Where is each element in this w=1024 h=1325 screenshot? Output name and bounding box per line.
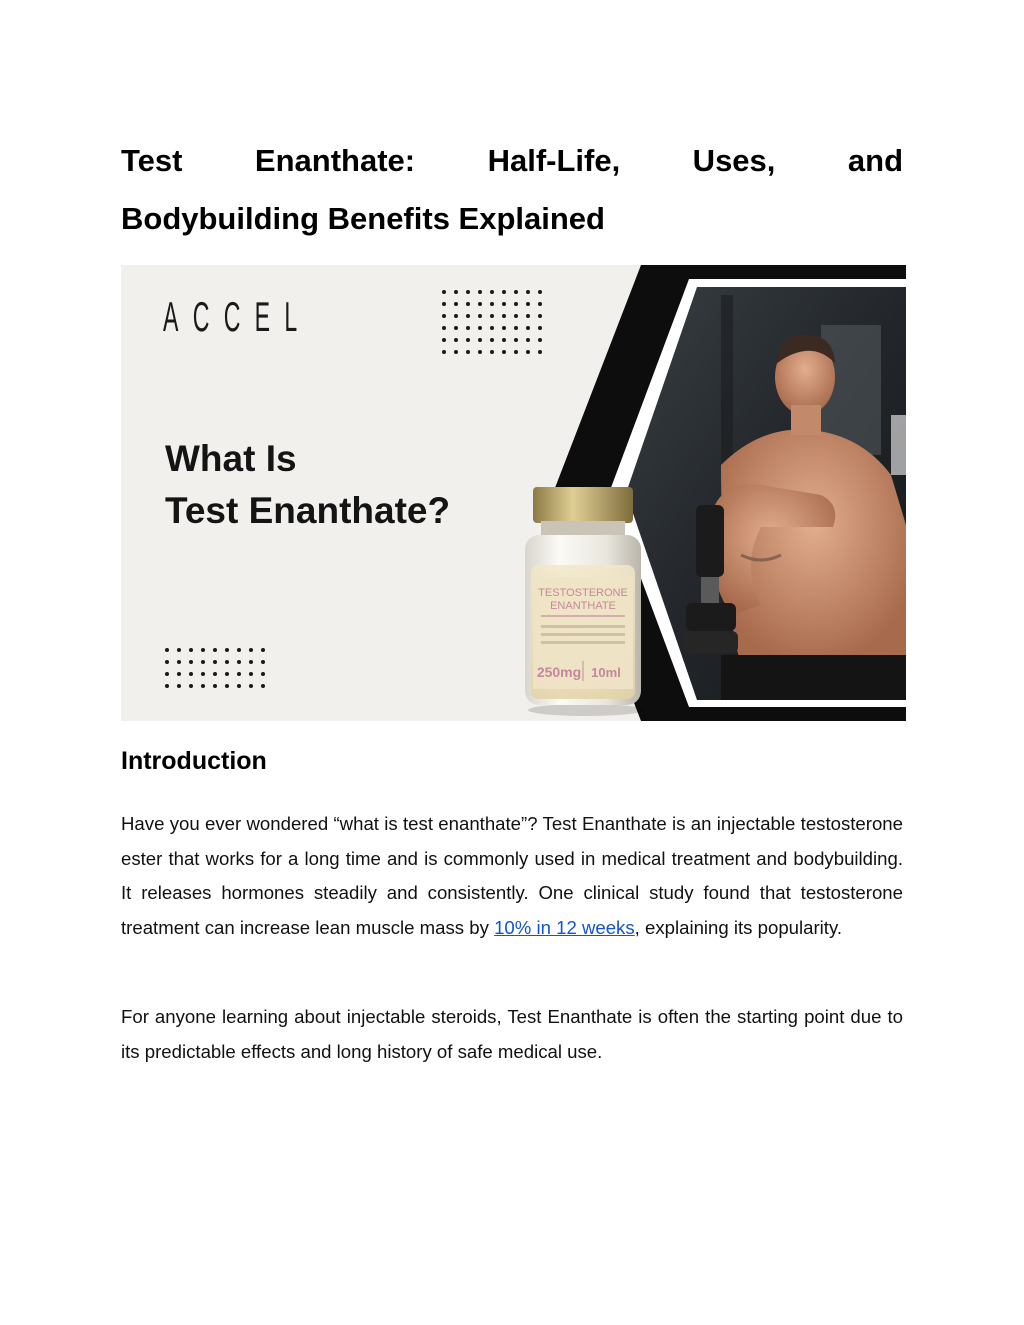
page-title	[121, 132, 903, 248]
hero-heading-line-1: What Is	[165, 438, 297, 479]
study-link[interactable]: 10% in 12 weeks	[494, 916, 635, 938]
title-line-2: Bodybuilding Benefits Explained	[121, 201, 605, 236]
introduction-heading: Introduction	[121, 747, 267, 775]
vial-label-line-2: ENANTHATE	[550, 600, 616, 612]
vial-dose: 250mg	[536, 664, 582, 680]
vial-label-line-1: TESTOSTERONE	[538, 587, 628, 599]
hero-heading	[165, 433, 545, 537]
hero-heading-line-2: Test Enanthate?	[165, 490, 451, 531]
title-line-1: Test Enanthate: Half-Life, Uses, and	[121, 143, 903, 178]
intro-paragraph-1	[121, 807, 903, 945]
hero-image	[121, 265, 906, 721]
intro-paragraph-2: For anyone learning about injectable steroids, Test Enanthate is often the starting point due to its predictable effects and long history of safe medical use.	[121, 1006, 903, 1062]
vial-volume: 10ml	[591, 665, 621, 680]
intro-paragraph-1-tail: , explaining its popularity.	[634, 916, 843, 938]
brand-logo: ACCEL	[163, 293, 312, 340]
dot-grid-bottom	[165, 648, 265, 688]
dot-grid-top	[442, 290, 542, 354]
intro-paragraph-1-text: Have you ever wondered “what is test enanthate”? Test Enanthate is an injectable testosterone ester that works for a long time and is commonly used in medical treatment and bodybuilding. It releases hormones steadily and consistently. One clinical study found that testosterone treatment can increase lean muscle mass by	[121, 813, 903, 938]
